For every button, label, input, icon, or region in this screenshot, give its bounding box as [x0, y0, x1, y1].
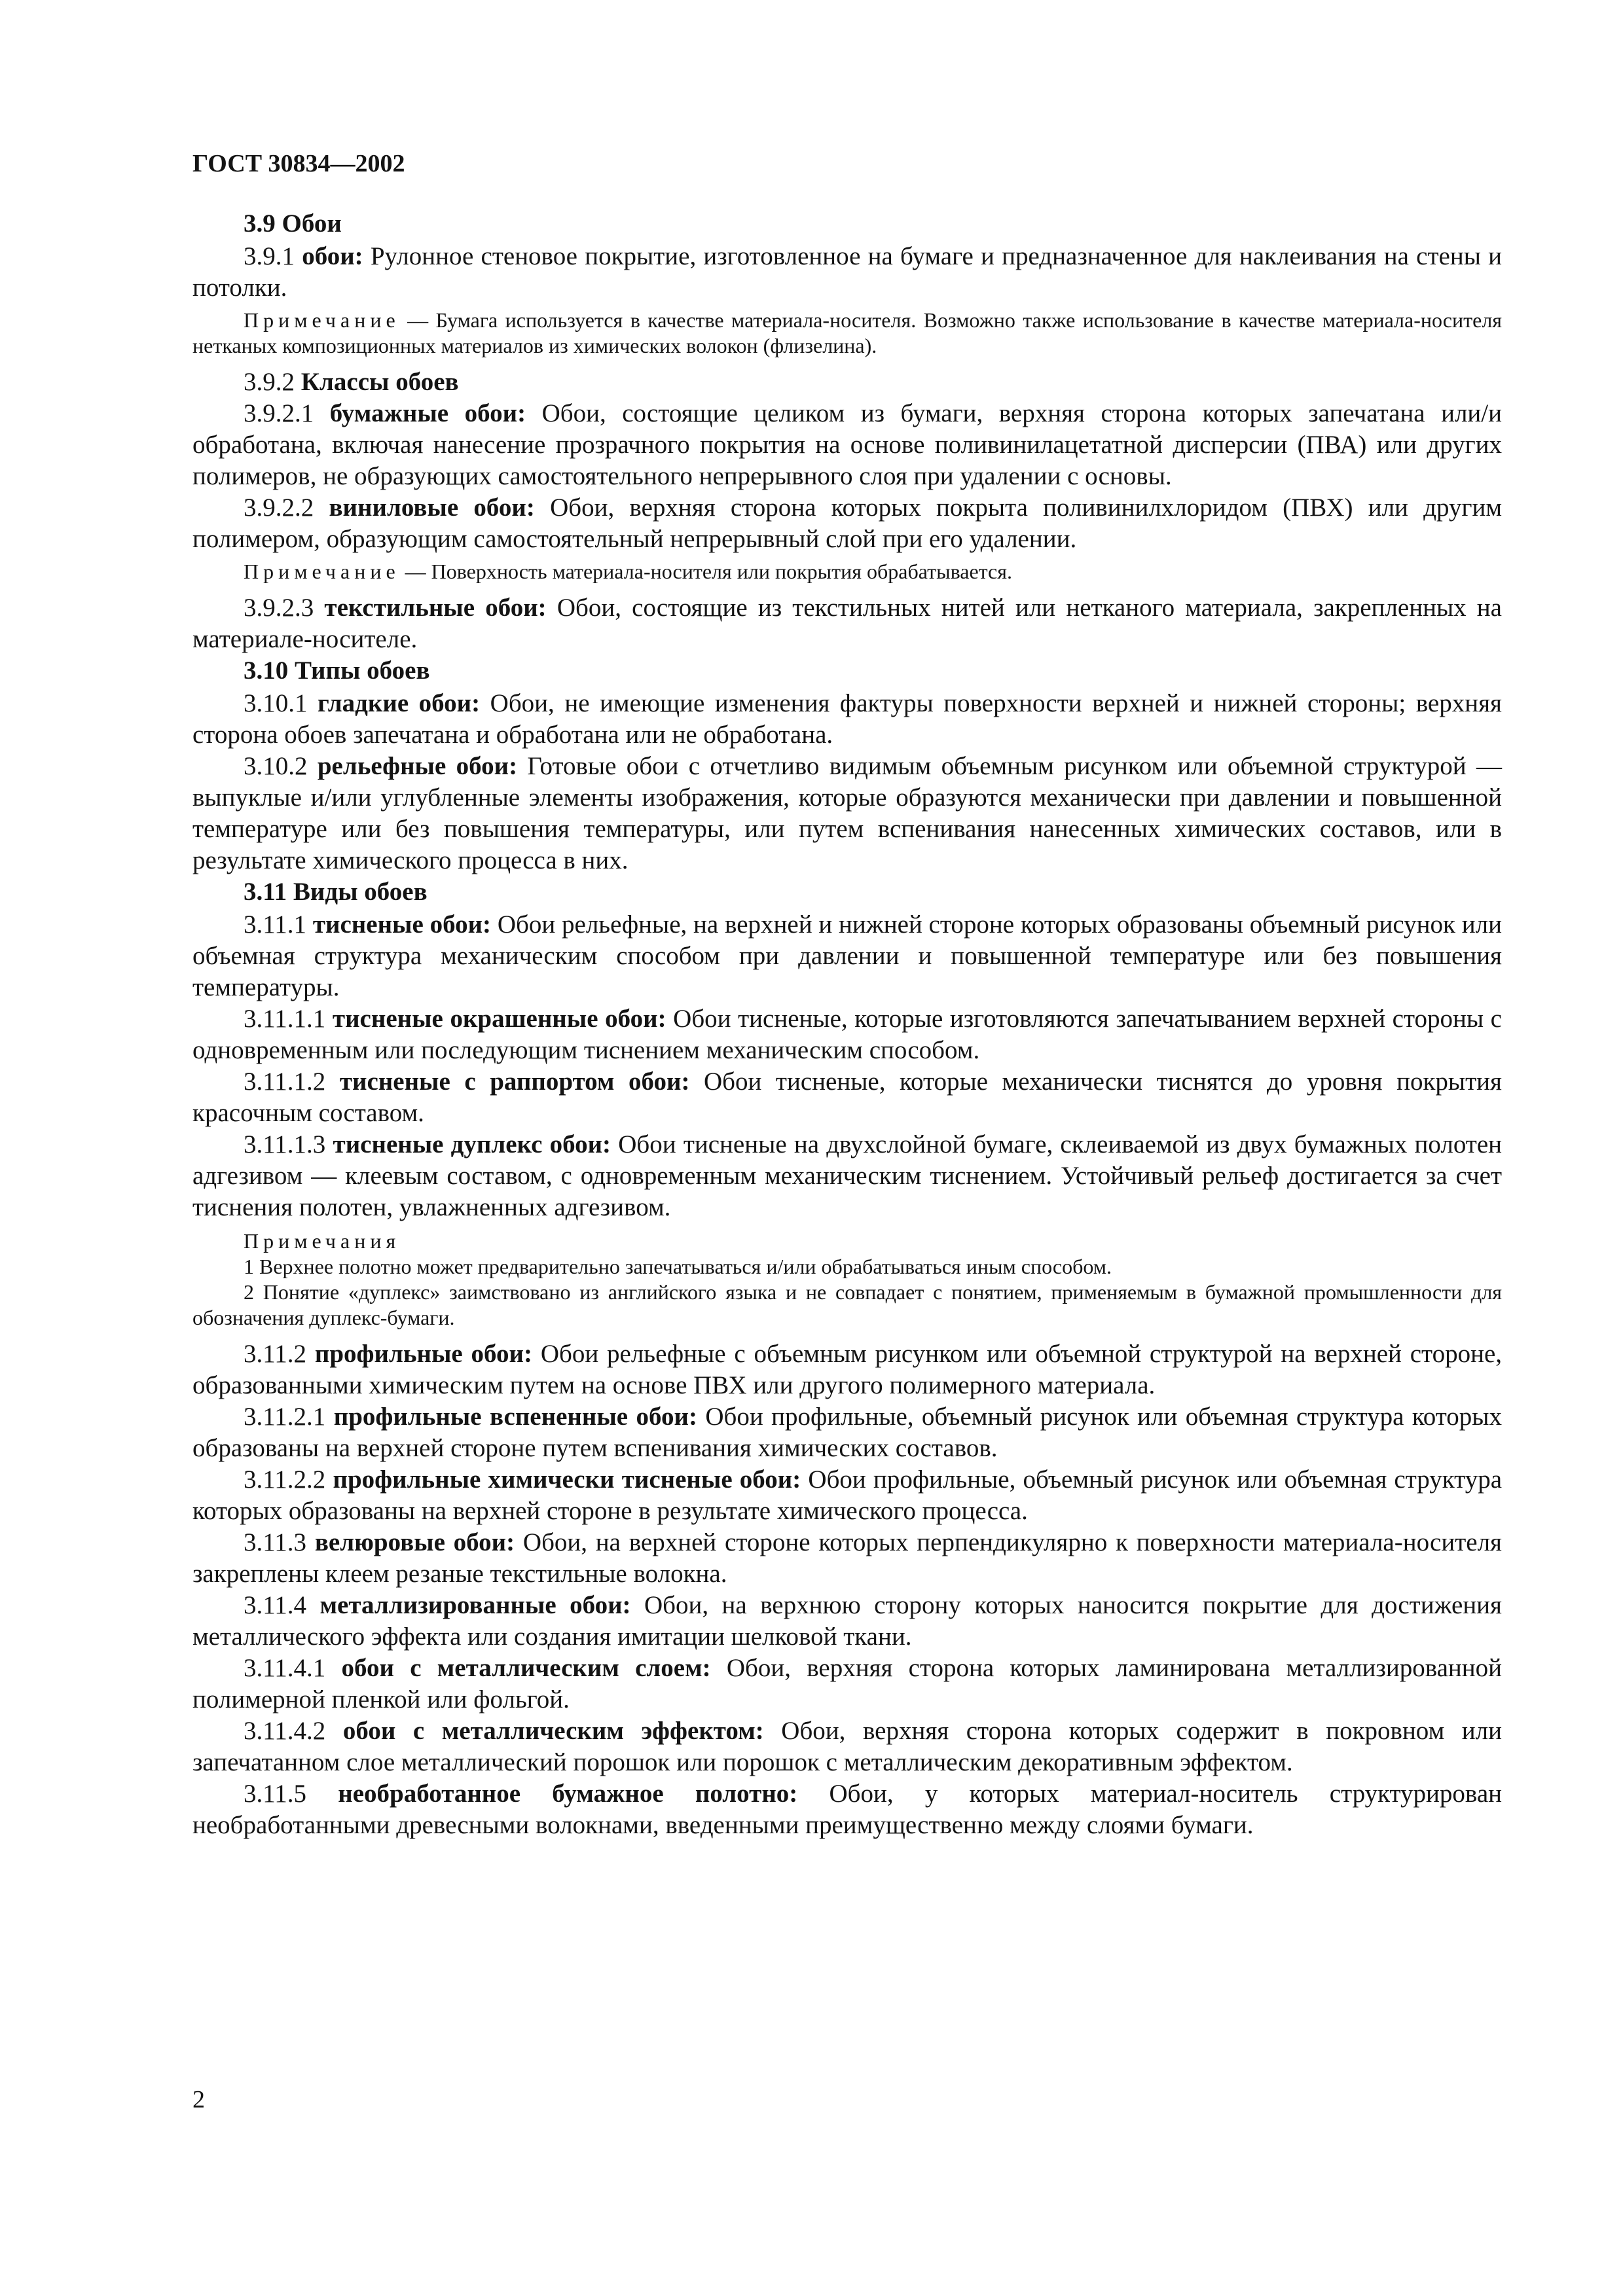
definition-3-11-3: [192, 1527, 1502, 1590]
term: бумажные обои:: [329, 399, 526, 427]
term: тисненые обои:: [312, 910, 492, 939]
term: профильные обои:: [314, 1340, 532, 1368]
definition-text: Обои профильные, объемный рисунок или объемная структура которых образованы на верхней стороне путем вспенивания химических составов.: [192, 1403, 1503, 1462]
definition-text: Готовые обои с отчетливо видимым объемным рисунком или объемной структурой — выпуклые и/или углубленные элементы изображения, которые образуются механически при давлении и повышенной температуре или без повышения температуры, или путем вспенивания нанесенных химических составов, или в результате химического процесса в них.: [192, 752, 1502, 874]
section-heading-3-11: [244, 876, 1502, 908]
definition-3-11-4: [192, 1590, 1502, 1653]
definition-text: Обои рельефные с объемным рисунком или объемной структурой на верхней стороне, образованными химическим путем на основе ПВХ или другого полимерного материала.: [192, 1340, 1502, 1399]
definition-text: Обои, верхняя сторона которых ламинирована металлизированной полимерной пленкой или фольгой.: [192, 1654, 1503, 1713]
clause-number: 3.11.2: [244, 1340, 307, 1368]
term: обои:: [302, 242, 363, 270]
definition-text: Обои, верхняя сторона которых содержит в покровном или запечатанном слое металлический порошок или порошок с металлическим декоративным эффектом.: [192, 1717, 1502, 1776]
section-title: Классы обоев: [301, 368, 459, 396]
clause-number: 3.11.1.1: [244, 1005, 326, 1033]
definition-3-11-2-2: [192, 1464, 1502, 1527]
section-title: Виды обоев: [293, 878, 428, 906]
note-1: [192, 308, 1502, 359]
notes-label: Примечания: [244, 1229, 401, 1253]
definition-3-11-1-1: [192, 1003, 1502, 1066]
definition-text: Рулонное стеновое покрытие, изготовленное на бумаге и предназначенное для наклеивания на стены и потолки.: [192, 242, 1502, 302]
clause-number: 3.11.1: [244, 910, 307, 939]
section-heading-3-10: [244, 655, 1502, 687]
term: обои с металлическим слоем:: [341, 1654, 711, 1682]
definition-3-9-2-1: [192, 398, 1502, 492]
definition-text: Обои, не имеющие изменения фактуры поверхности верхней и нижней стороны; верхняя сторона обоев запечатана и обработана или не обработана.: [192, 689, 1502, 749]
document-header: ГОСТ 30834—2002: [192, 150, 405, 177]
definition-3-10-1: [192, 688, 1502, 751]
section-number: 3.9: [244, 209, 276, 238]
clause-number: 3.11.4.2: [244, 1717, 326, 1745]
note-item-1: 1 Верхнее полотно может предварительно запечатываться и/или обрабатываться иным способом.: [244, 1255, 1112, 1278]
page-number: 2: [192, 2086, 205, 2113]
definition-text: Обои, у которых материал-носитель структурирован необработанными древесными волокнами, введенными преимущественно между слоями бумаги.: [192, 1780, 1503, 1839]
section-title: Типы обоев: [295, 656, 430, 685]
term: профильные химически тисненые обои:: [333, 1465, 801, 1494]
term: обои с металлическим эффектом:: [342, 1717, 764, 1745]
section-heading-3-9-2: [192, 367, 1502, 398]
clause-number: 3.9.1: [244, 242, 295, 270]
definition-3-11-5: [192, 1778, 1502, 1841]
notes-block: [192, 1229, 1502, 1331]
term: гладкие обои:: [318, 689, 481, 717]
definition-text: Обои тисненые, которые механически тиснятся до уровня покрытия красочным составом.: [192, 1067, 1502, 1127]
definition-text: Обои тисненые, которые изготовляются запечатыванием верхней стороны с одновременным или последующим тиснением механическим способом.: [192, 1005, 1502, 1064]
clause-number: 3.9.2.1: [244, 399, 314, 427]
definition-text: Обои, на верхнюю сторону которых наносится покрытие для достижения металлического эффекта или создания имитации шелковой ткани.: [192, 1591, 1502, 1651]
definition-3-11-1-3: [192, 1129, 1502, 1223]
clause-number: 3.11.2.1: [244, 1403, 326, 1431]
term: текстильные обои:: [324, 594, 547, 622]
definition-text: Обои, состоящие из текстильных нитей или нетканого материала, закрепленных на материале-носителе.: [192, 594, 1502, 653]
clause-number: 3.11.1.3: [244, 1130, 326, 1158]
term: велюровые обои:: [314, 1528, 515, 1556]
section-number: 3.11: [244, 878, 287, 906]
definition-3-10-2: [192, 751, 1502, 876]
clause-number: 3.11.2.2: [244, 1465, 326, 1494]
definition-3-11-2-1: [192, 1401, 1502, 1464]
definition-text: Обои тисненые на двухслойной бумаге, склеиваемой из двух бумажных полотен адгезивом — клеевым составом, с одновременным механическим тиснением. Устойчивый рельеф достигается за счет тиснения полотен, увлажненных адгезивом.: [192, 1130, 1503, 1221]
definition-3-11-2: [192, 1338, 1502, 1401]
definition-3-9-2-2: [192, 492, 1502, 555]
clause-number: 3.11.4: [244, 1591, 307, 1619]
note-label: Примечание: [244, 560, 400, 583]
clause-number: 3.9.2.2: [244, 493, 314, 522]
term: металлизированные обои:: [319, 1591, 631, 1619]
note-item-2: 2 Понятие «дуплекс» заимствовано из английского языка и не совпадает с понятием, применяемым в бумажной промышленности для обозначения дуплекс-бумаги.: [192, 1280, 1502, 1329]
definition-3-11-4-1: [192, 1653, 1502, 1715]
term: необработанное бумажное полотно:: [338, 1780, 798, 1808]
definition-3-11-1: [192, 909, 1502, 1003]
clause-number: 3.11.1.2: [244, 1067, 326, 1096]
definition-3-9-1: [192, 241, 1502, 304]
section-number: 3.9.2: [244, 368, 295, 396]
note-text: — Бумага используется в качестве материала-носителя. Возможно также использование в качестве материала-носителя нетканых композиционных материалов из химических волокон (флизелина).: [192, 308, 1502, 357]
definition-text: Обои, верхняя сторона которых покрыта поливинилхлоридом (ПВХ) или другим полимером, образующим самостоятельный непрерывный слой при его удалении.: [192, 493, 1503, 553]
definition-text: Обои профильные, объемный рисунок или объемная структура которых образованы на верхней стороне в результате химического процесса.: [192, 1465, 1503, 1525]
clause-number: 3.9.2.3: [244, 594, 314, 622]
note-text: — Поверхность материала-носителя или покрытия обрабатывается.: [399, 560, 1012, 583]
clause-number: 3.10.2: [244, 752, 308, 780]
definition-text: Обои, состоящие целиком из бумаги, верхняя сторона которых запечатана или/и обработана, включая нанесение прозрачного покрытия на основе поливинилацетатной дисперсии (ПВА) или других полимеров, не образующих самостоятельного непрерывного слоя при удалении с основы.: [192, 399, 1503, 490]
term: тисненые окрашенные обои:: [332, 1005, 666, 1033]
clause-number: 3.11.5: [244, 1780, 307, 1808]
term: тисненые дуплекс обои:: [333, 1130, 611, 1158]
definition-text: Обои, на верхней стороне которых перпендикулярно к поверхности материала-носителя закреплены клеем резаные текстильные волокна.: [192, 1528, 1502, 1588]
section-number: 3.10: [244, 656, 289, 685]
note-2: [192, 559, 1502, 584]
section-title: Обои: [282, 209, 342, 238]
term: виниловые обои:: [329, 493, 535, 522]
definition-3-11-4-2: [192, 1715, 1502, 1778]
note-label: Примечание: [244, 308, 400, 332]
term: рельефные обои:: [317, 752, 518, 780]
definition-text: Обои рельефные, на верхней и нижней стороне которых образованы объемный рисунок или объемная структура механическим способом при давлении и повышенной температуре или без повышения температуры.: [192, 910, 1502, 1001]
section-heading-3-9: [244, 208, 1502, 240]
term: тисненые с раппортом обои:: [339, 1067, 690, 1096]
definition-3-11-1-2: [192, 1066, 1502, 1129]
document-page: [192, 149, 1502, 1841]
clause-number: 3.11.3: [244, 1528, 307, 1556]
term: профильные вспененные обои:: [333, 1403, 697, 1431]
clause-number: 3.11.4.1: [244, 1654, 326, 1682]
definition-3-9-2-3: [192, 592, 1502, 655]
clause-number: 3.10.1: [244, 689, 308, 717]
